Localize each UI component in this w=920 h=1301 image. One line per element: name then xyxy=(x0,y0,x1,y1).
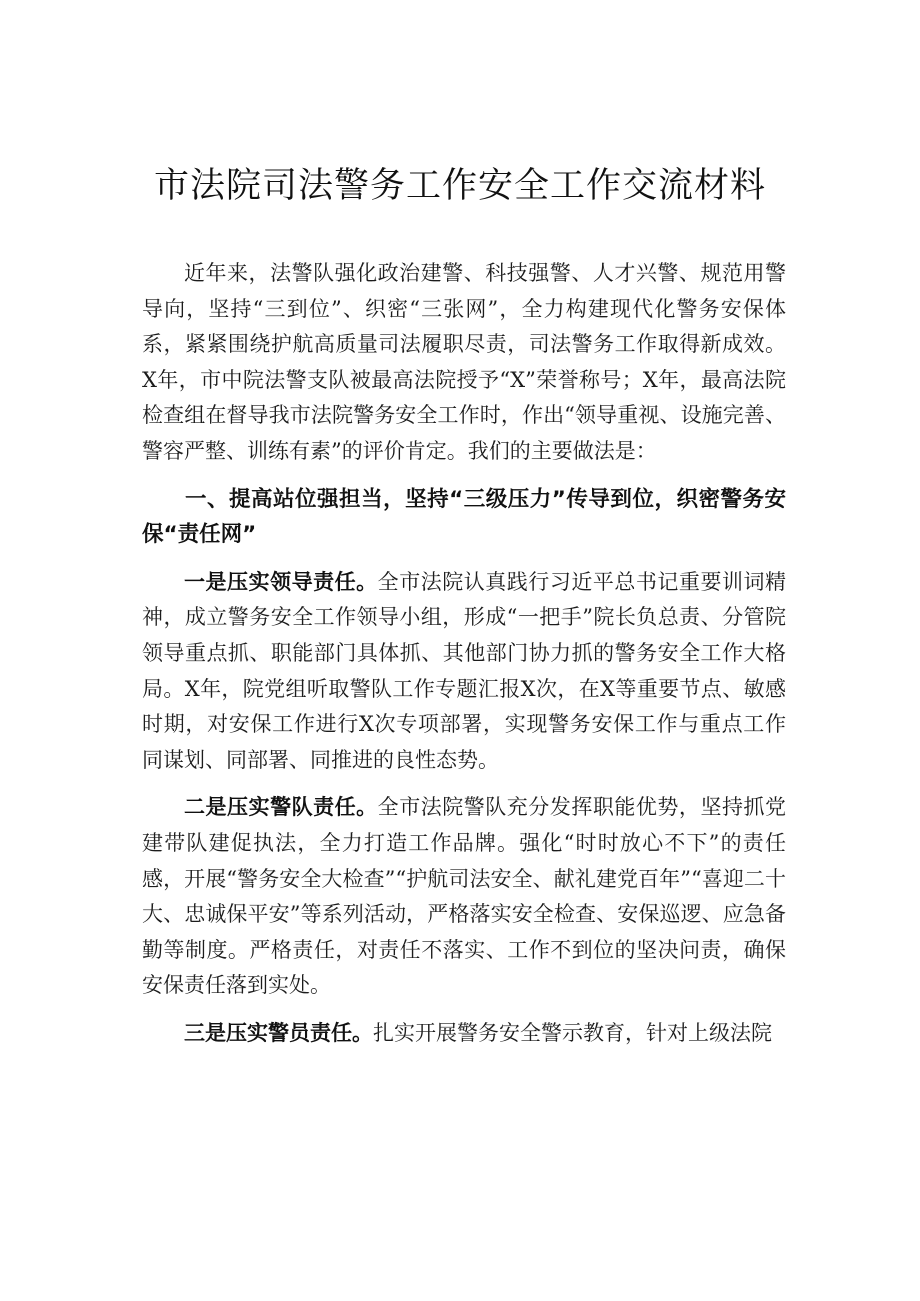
paragraph-team-responsibility xyxy=(142,790,786,1004)
intro-paragraph: 近年来，法警队强化政治建警、科技强警、人才兴警、规范用警导向，坚持“三到位”、织密“三张网”，全力构建现代化警务安保体系，紧紧围绕护航高质量司法履职尽责，司法警务工作取得新成效。X年，市中院法警支队被最高法院授予“X”荣誉称号；X年，最高法院检查组在督导我市法院警务安全工作时，作出“领导重视、设施完善、警容严整、训练有素”的评价肯定。我们的主要做法是： xyxy=(142,261,786,463)
paragraph-text-3: 扎实开展警务安全警示教育，针对上级法院 xyxy=(373,1020,772,1045)
paragraph-lead-1: 一是压实领导责任。 xyxy=(184,569,378,594)
paragraph-lead-3: 三是压实警员责任。 xyxy=(184,1020,373,1045)
paragraph-text-1: 全市法院认真践行习近平总书记重要训词精神，成立警务安全工作领导小组，形成“一把手”院长负总责、分管院领导重点抓、职能部门具体抓、其他部门协力抓的警务安全工作大格局。X年，院党组听取警队工作专题汇报X次，在X等重要节点、敏感时期，对安保工作进行X次专项部署，实现警务安保工作与重点工作同谋划、同部署、同推进的良性态势。 xyxy=(142,569,787,772)
paragraph-leader-responsibility xyxy=(142,565,786,779)
document-body xyxy=(142,256,786,1051)
paragraph-officer-responsibility xyxy=(142,1016,786,1052)
paragraph-text-2: 全市法院警队充分发挥职能优势，坚持抓党建带队建促执法，全力打造工作品牌。强化“时时放心不下”的责任感，开展“警务安全大检查”“护航司法安全、献礼建党百年”“喜迎二十大、忠诚保平安”等系列活动，严格落实安全检查、安保巡逻、应急备勤等制度。严格责任，对责任不落实、工作不到位的坚决问责，确保安保责任落到实处。 xyxy=(142,795,787,998)
section-heading-1: 一、提高站位强担当，坚持“三级压力”传导到位，织密警务安保“责任网” xyxy=(142,486,786,548)
paragraph-lead-2: 二是压实警队责任。 xyxy=(184,795,378,820)
document-title: 市法院司法警务工作安全工作交流材料 xyxy=(153,166,766,206)
